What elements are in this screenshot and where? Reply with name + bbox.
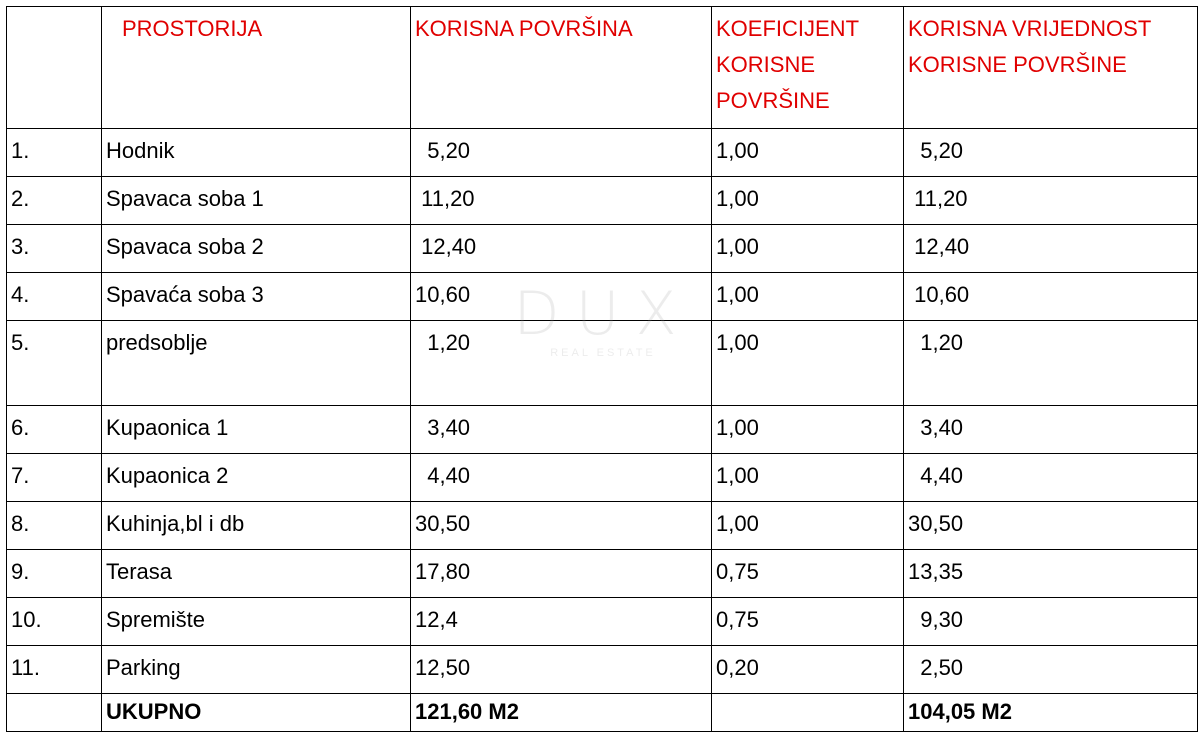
header-room: PROSTORIJA [102, 7, 411, 129]
row-value: 30,50 [904, 502, 1198, 550]
header-row [7, 7, 1198, 129]
row-area: 1,20 [411, 321, 712, 406]
row-coefficient: 1,00 [712, 273, 904, 321]
total-label: UKUPNO [102, 694, 411, 732]
row-number: 4. [7, 273, 102, 321]
total-row [7, 694, 1198, 732]
row-number: 8. [7, 502, 102, 550]
watermark-logo-text: DUX [513, 279, 693, 349]
total-coefficient-cell [712, 694, 904, 732]
row-coefficient: 0,75 [712, 550, 904, 598]
table-row [7, 406, 1198, 454]
row-value: 12,40 [904, 225, 1198, 273]
table-row [7, 598, 1198, 646]
table-row [7, 273, 1198, 321]
header-number [7, 7, 102, 129]
row-area: 10,60 [411, 273, 712, 321]
row-room: Spremište [102, 598, 411, 646]
row-room: Kupaonica 1 [102, 406, 411, 454]
row-area: 30,50 [411, 502, 712, 550]
row-area: 11,20 [411, 177, 712, 225]
row-room: Terasa [102, 550, 411, 598]
row-coefficient: 1,00 [712, 177, 904, 225]
total-value: 104,05 M2 [904, 694, 1198, 732]
row-area: 12,40 [411, 225, 712, 273]
row-room: Spavaća soba 3 [102, 273, 411, 321]
row-room: Hodnik [102, 129, 411, 177]
table-row [7, 321, 1198, 406]
row-value: 2,50 [904, 646, 1198, 694]
row-number: 7. [7, 454, 102, 502]
row-number: 1. [7, 129, 102, 177]
row-room: Kupaonica 2 [102, 454, 411, 502]
row-area: 12,4 [411, 598, 712, 646]
header-usable-area: KORISNA POVRŠINA [411, 7, 712, 129]
watermark-subtitle: REAL ESTATE [550, 347, 656, 359]
row-room: predsoblje [102, 321, 411, 406]
table-row [7, 646, 1198, 694]
row-coefficient: 1,00 [712, 129, 904, 177]
row-value: 4,40 [904, 454, 1198, 502]
total-area: 121,60 M2 [411, 694, 712, 732]
table-row [7, 454, 1198, 502]
row-value: 5,20 [904, 129, 1198, 177]
header-usable-value: KORISNA VRIJEDNOST KORISNE POVRŠINE [904, 7, 1198, 129]
row-area: 5,20 [411, 129, 712, 177]
table-row [7, 177, 1198, 225]
row-room: Kuhinja,bl i db [102, 502, 411, 550]
row-coefficient: 1,00 [712, 454, 904, 502]
room-area-table [6, 6, 1198, 732]
row-number: 11. [7, 646, 102, 694]
row-number: 2. [7, 177, 102, 225]
table-row [7, 550, 1198, 598]
row-value: 13,35 [904, 550, 1198, 598]
row-coefficient: 1,00 [712, 406, 904, 454]
row-number: 10. [7, 598, 102, 646]
total-number-cell [7, 694, 102, 732]
row-number: 9. [7, 550, 102, 598]
row-coefficient: 1,00 [712, 225, 904, 273]
row-area: 12,50 [411, 646, 712, 694]
row-coefficient: 0,20 [712, 646, 904, 694]
row-value: 3,40 [904, 406, 1198, 454]
row-area: 3,40 [411, 406, 712, 454]
table-row [7, 225, 1198, 273]
row-number: 6. [7, 406, 102, 454]
row-coefficient: 1,00 [712, 321, 904, 406]
row-value: 10,60 [904, 273, 1198, 321]
row-area: 17,80 [411, 550, 712, 598]
row-area: 4,40 [411, 454, 712, 502]
header-coefficient: KOEFICIJENT KORISNE POVRŠINE [712, 7, 904, 129]
row-room: Parking [102, 646, 411, 694]
table-row [7, 502, 1198, 550]
table-row [7, 129, 1198, 177]
row-coefficient: 0,75 [712, 598, 904, 646]
row-number: 5. [7, 321, 102, 406]
row-number: 3. [7, 225, 102, 273]
row-room: Spavaca soba 1 [102, 177, 411, 225]
row-room: Spavaca soba 2 [102, 225, 411, 273]
row-value: 9,30 [904, 598, 1198, 646]
row-value: 1,20 [904, 321, 1198, 406]
row-coefficient: 1,00 [712, 502, 904, 550]
row-value: 11,20 [904, 177, 1198, 225]
